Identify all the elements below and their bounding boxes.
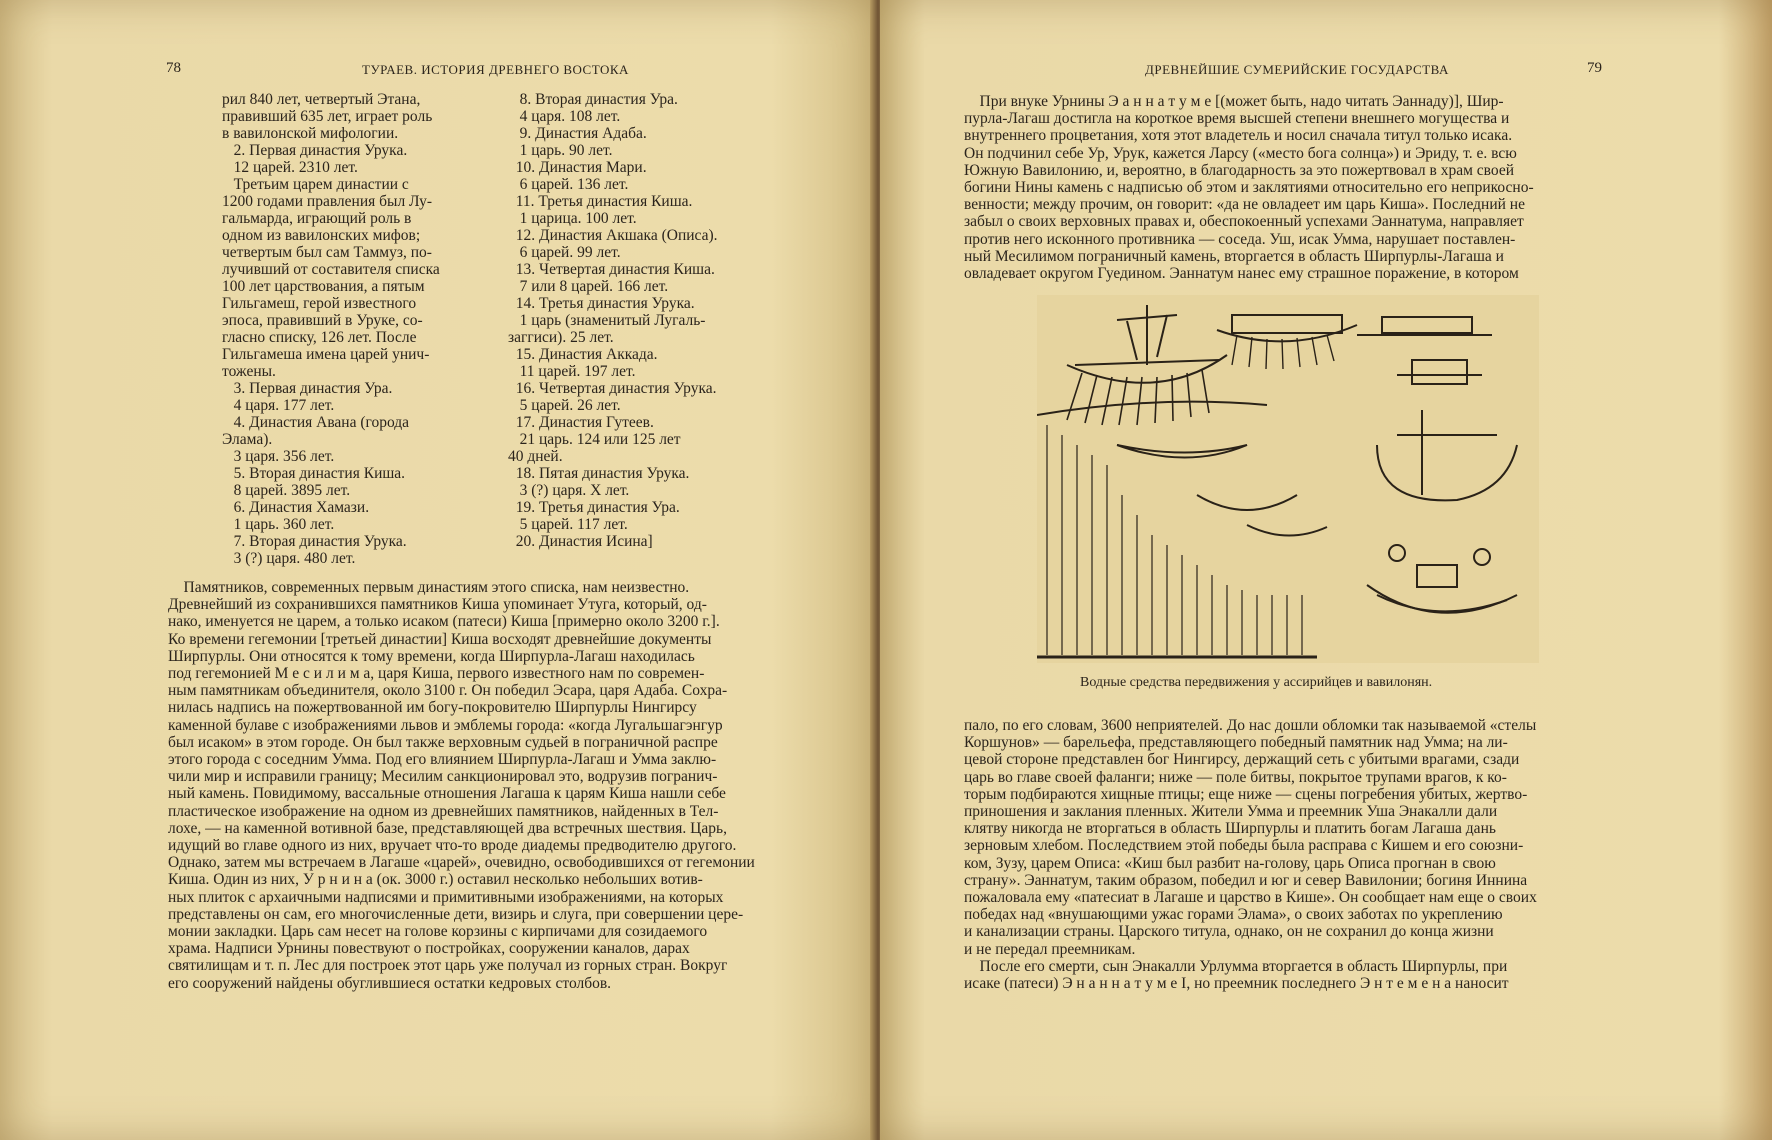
text-line: богини Нины камень с надписью об этом и заклятиями относительно его неприкосно-	[964, 179, 1534, 197]
text-line: святилищам и т. п. Лес для построек этот царь уже получал из горных стран. Вокруг	[168, 957, 728, 975]
figure-caption: Водные средства передвижения у ассирийцев и вавилонян.	[1080, 675, 1433, 690]
text-line: одном из вавилонских мифов;	[222, 227, 421, 244]
dynasty-list-column-1	[222, 91, 462, 567]
boats-illustration	[1037, 295, 1539, 663]
text-line: 7. Вторая династия Урука.	[222, 533, 407, 550]
text-line: победах над «внушающими ужас горами Элама», о своих заботах по укреплению	[964, 906, 1503, 924]
text-line: страну». Эаннатум, таким образом, победил и юг и север Вавилонии; богиня Иннина	[964, 871, 1528, 889]
text-line: 11. Третья династия Киша.	[508, 193, 693, 210]
text-line: Ширпурлы. Они относятся к тому времени, когда Ширпурла-Лагаш находилась	[168, 647, 695, 665]
text-line: 5 царей. 117 лет.	[508, 516, 628, 533]
right-running-head: ДРЕВНЕЙШИЕ СУМЕРИЙСКИЕ ГОСУДАРСТВА	[1145, 62, 1449, 77]
text-line: его сооружений найдены обуглившиеся остатки кедровых столбов.	[168, 974, 612, 992]
text-line: этого города с соседним Умма. Под его влиянием Ширпурла-Лагаш и Умма заклю-	[168, 751, 717, 769]
text-line: тожены.	[222, 363, 276, 380]
text-line: 8. Вторая династия Ура.	[508, 91, 678, 108]
text-line: монии закладки. Царь сам несет на голове корзины с кирпичами для созидаемого	[168, 923, 708, 941]
text-line: 9. Династия Адаба.	[508, 125, 647, 142]
text-line: 1 царь (знаменитый Лугаль-	[508, 312, 706, 329]
text-line: 3 (?) царя. X лет.	[508, 482, 630, 499]
text-line: ный камень. Повидимому, вассальные отношения Лагаша к царям Киша нашли себе	[168, 785, 726, 803]
text-line: лучивший от составителя списка	[222, 261, 440, 278]
text-line: 3 царя. 356 лет.	[222, 448, 335, 465]
text-line: 16. Четвертая династия Урука.	[508, 380, 717, 397]
text-line: ком, Зузу, царем Описа: «Киш был разбит на-голову, царь Описа прогнан в свою	[964, 854, 1496, 872]
text-line: 6 царей. 136 лет.	[508, 176, 629, 193]
text-line: чили мир и исправили границу; Месилим санкционировал это, водрузив погранич-	[168, 768, 718, 786]
text-line: венности; между прочим, он говорит: «да не овладеет им царь Киша». Последний не	[964, 196, 1525, 214]
text-line: 12 царей. 2310 лет.	[222, 159, 358, 176]
text-line: 3. Первая династия Ура.	[222, 380, 393, 397]
text-line: 7 или 8 царей. 166 лет.	[508, 278, 669, 295]
text-line: Ко времени гегемонии [третьей династии] Киша восходят древнейшие документы	[168, 630, 712, 648]
text-line: 13. Четвертая династия Киша.	[508, 261, 715, 278]
text-line: и канализации страны. Царского титула, однако, он не сохранил до конца жизни	[964, 923, 1494, 941]
right-top-text	[964, 93, 1604, 282]
text-line: 20. Династия Исина]	[508, 533, 653, 550]
text-line: пожаловала ему «патесиат в Лагаше и царство в Кише». Он сообщает нам еще о своих	[964, 889, 1537, 907]
text-line: четвертым был сам Таммуз, по-	[222, 244, 432, 261]
text-line: торым подбираются хищные птицы; еще ниже — сцены погребения убитых, жертво-	[964, 785, 1528, 803]
text-line: Гильгамеша имена царей унич-	[222, 346, 430, 363]
text-line: 6. Династия Хамази.	[222, 499, 370, 516]
text-line: ных плиток с архаичными надписями и примитивными изображениями, на которых	[168, 888, 724, 906]
text-line: лохе, — на каменной вотивной базе, представляющей два встречных шествия. Царь,	[168, 819, 727, 837]
text-line: в вавилонской мифологии.	[222, 125, 399, 142]
text-line: под гегемонией М е с и л и м а, царя Киша, первого известного нам по современ-	[168, 665, 705, 683]
boats-engraving	[1037, 295, 1539, 663]
text-line: пало, по его словам, 3600 неприятелей. До нас дошли обломки так называемой «стелы	[964, 717, 1537, 734]
text-line: 21 царь. 124 или 125 лет	[508, 431, 681, 448]
text-line: нако, именуется не царем, а только исаком (патеси) Киша [примерно около 3200 г.].	[168, 613, 720, 631]
text-line: Южную Вавилонию, и, вероятно, в благодарность за это пожертвовал в храм своей	[964, 161, 1515, 179]
text-line: Элама).	[222, 431, 273, 448]
text-line: 10. Династия Мари.	[508, 159, 647, 176]
text-line: представлены он сам, его многочисленные дети, визирь и слуга, при совершении цере-	[168, 905, 744, 923]
text-line: 5 царей. 26 лет.	[508, 397, 621, 414]
text-line: гласно списку, 126 лет. После	[222, 329, 417, 346]
text-line: цевой стороне представлен бог Нингирсу, держащий сеть с убитыми врагами, сзади	[964, 751, 1520, 769]
text-line: 4 царя. 108 лет.	[508, 108, 621, 125]
text-line: 1 царь. 90 лет.	[508, 142, 613, 159]
text-line: царь во главе своей фаланги; ниже — поле битвы, покрытое трупами врагов, к ко-	[964, 768, 1507, 786]
left-body-text	[168, 579, 808, 992]
text-line: забыл о своих верховных правах и, обеспокоенный успехами Эаннатума, направляет	[964, 213, 1524, 231]
text-line: 15. Династия Аккада.	[508, 346, 658, 363]
text-line: был исаком» в этом городе. Он был также верховным судьей в пограничной распре	[168, 733, 718, 751]
left-running-head: ТУРАЕВ. ИСТОРИЯ ДРЕВНЕГО ВОСТОКА	[362, 62, 629, 77]
text-line: 12. Династия Акшака (Описа).	[508, 227, 718, 244]
text-line: Памятников, современных первым династиям этого списка, нам неизвестно.	[168, 579, 690, 596]
text-line: внутреннего процветания, хотя этот владетель и носил сначала титул только исака.	[964, 127, 1513, 145]
text-line: против него исконного противника — соседа. Уш, исак Умма, нарушает поставлен-	[964, 230, 1516, 248]
text-line: 1 царь. 360 лет.	[222, 516, 335, 533]
text-line: 14. Третья династия Урука.	[508, 295, 695, 312]
text-line: Однако, затем мы встречаем в Лагаше «царей», очевидно, освободившихся от гегемонии	[168, 854, 755, 872]
text-line: овладевает округом Гуедином. Эаннатум нанес ему страшное поражение, в котором	[964, 265, 1519, 283]
text-line: 19. Третья династия Ура.	[508, 499, 680, 516]
text-line: 17. Династия Гутеев.	[508, 414, 654, 431]
text-line: пурла-Лагаш достигла на короткое время высшей степени внешнего могущества и	[964, 110, 1510, 128]
text-line: 3 (?) царя. 480 лет.	[222, 550, 356, 567]
text-line: ным памятникам объединителя, около 3100 г. Он победил Эсара, царя Адаба. Сохра-	[168, 682, 728, 700]
text-line: Третьим царем династии с	[222, 176, 409, 193]
text-line: При внуке Урнины Э а н н а т у м е [(может быть, надо читать Эаннаду)], Шир-	[964, 93, 1504, 110]
text-line: клятву никогда не вторгаться в область Ширпурлы и платить богам Лагаша дань	[964, 820, 1496, 838]
text-line: 5. Вторая династия Киша.	[222, 465, 406, 482]
text-line: эпоса, правивший в Уруке, со-	[222, 312, 423, 329]
text-line: каменной булаве с изображениями львов и эмблемы города: «когда Лугальшагэнгур	[168, 716, 723, 734]
text-line: приношения и заклания пленных. Жители Умма и преемник Уша Энакалли дали	[964, 803, 1498, 821]
text-line: 100 лет царствования, а пятым	[222, 278, 425, 295]
text-line: Гильгамеш, герой известного	[222, 295, 417, 312]
text-line: 18. Пятая династия Урука.	[508, 465, 690, 482]
text-line: 1200 годами правления был Лу-	[222, 193, 433, 210]
text-line: и не передал преемникам.	[964, 940, 1136, 958]
text-line: заггиси). 25 лет.	[508, 329, 614, 346]
text-line: 4. Династия Авана (города	[222, 414, 410, 431]
text-line: Он подчинил себе Ур, Урук, кажется Ларсу («место бога солнца») и Эриду, т. е. всю	[964, 144, 1517, 162]
right-page-number: 79	[1587, 60, 1602, 76]
dynasty-list-column-2	[508, 91, 768, 550]
text-line: идущий во главе одного из них, вручает что-то вроде диадемы предводителю другого.	[168, 837, 737, 855]
text-line: нилась надпись на пожертвованной им богу-покровителю Ширпурлы Нингирсу	[168, 699, 697, 717]
text-line: храма. Надписи Урнины повествуют о постройках, сооружении каналов, дарах	[168, 940, 690, 958]
text-line: гальмарда, играющий роль в	[222, 210, 412, 227]
text-line: 2. Первая династия Урука.	[222, 142, 408, 159]
right-bottom-text	[964, 717, 1604, 992]
text-line: После его смерти, сын Энакалли Урлумма вторгается в область Ширпурлы, при	[964, 957, 1508, 975]
text-line: Древнейший из сохранившихся памятников Киша упоминает Утуга, который, од-	[168, 596, 707, 614]
text-line: 11 царей. 197 лет.	[508, 363, 636, 380]
text-line: Коршунов» — барельефа, представляющего победный памятник над Умма; на ли-	[964, 734, 1508, 752]
left-page-number: 78	[166, 60, 181, 76]
text-line: правивший 635 лет, играет роль	[222, 108, 433, 125]
text-line: пластическое изображение на одном из древнейших памятников, найденных в Тел-	[168, 802, 719, 820]
text-line: 8 царей. 3895 лет.	[222, 482, 351, 499]
text-line: Киша. Один из них, У р н и н а (ок. 3000 г.) оставил несколько небольших вотив-	[168, 871, 703, 889]
text-line: рил 840 лет, четвертый Этана,	[222, 91, 421, 108]
text-line: ный Месилимом пограничный камень, вторгается в область Ширпурлы-Лагаша и	[964, 247, 1504, 265]
text-line: 1 царица. 100 лет.	[508, 210, 637, 227]
text-line: 4 царя. 177 лет.	[222, 397, 335, 414]
text-line: 6 царей. 99 лет.	[508, 244, 621, 261]
text-line: зерновым хлебом. Последствием этой победы была расправа с Кишем и его союзни-	[964, 837, 1524, 855]
text-line: 40 дней.	[508, 448, 563, 465]
text-line: исаке (патеси) Э н а н н а т у м е I, но преемник последнего Э н т е м е н а наносит	[964, 975, 1509, 993]
